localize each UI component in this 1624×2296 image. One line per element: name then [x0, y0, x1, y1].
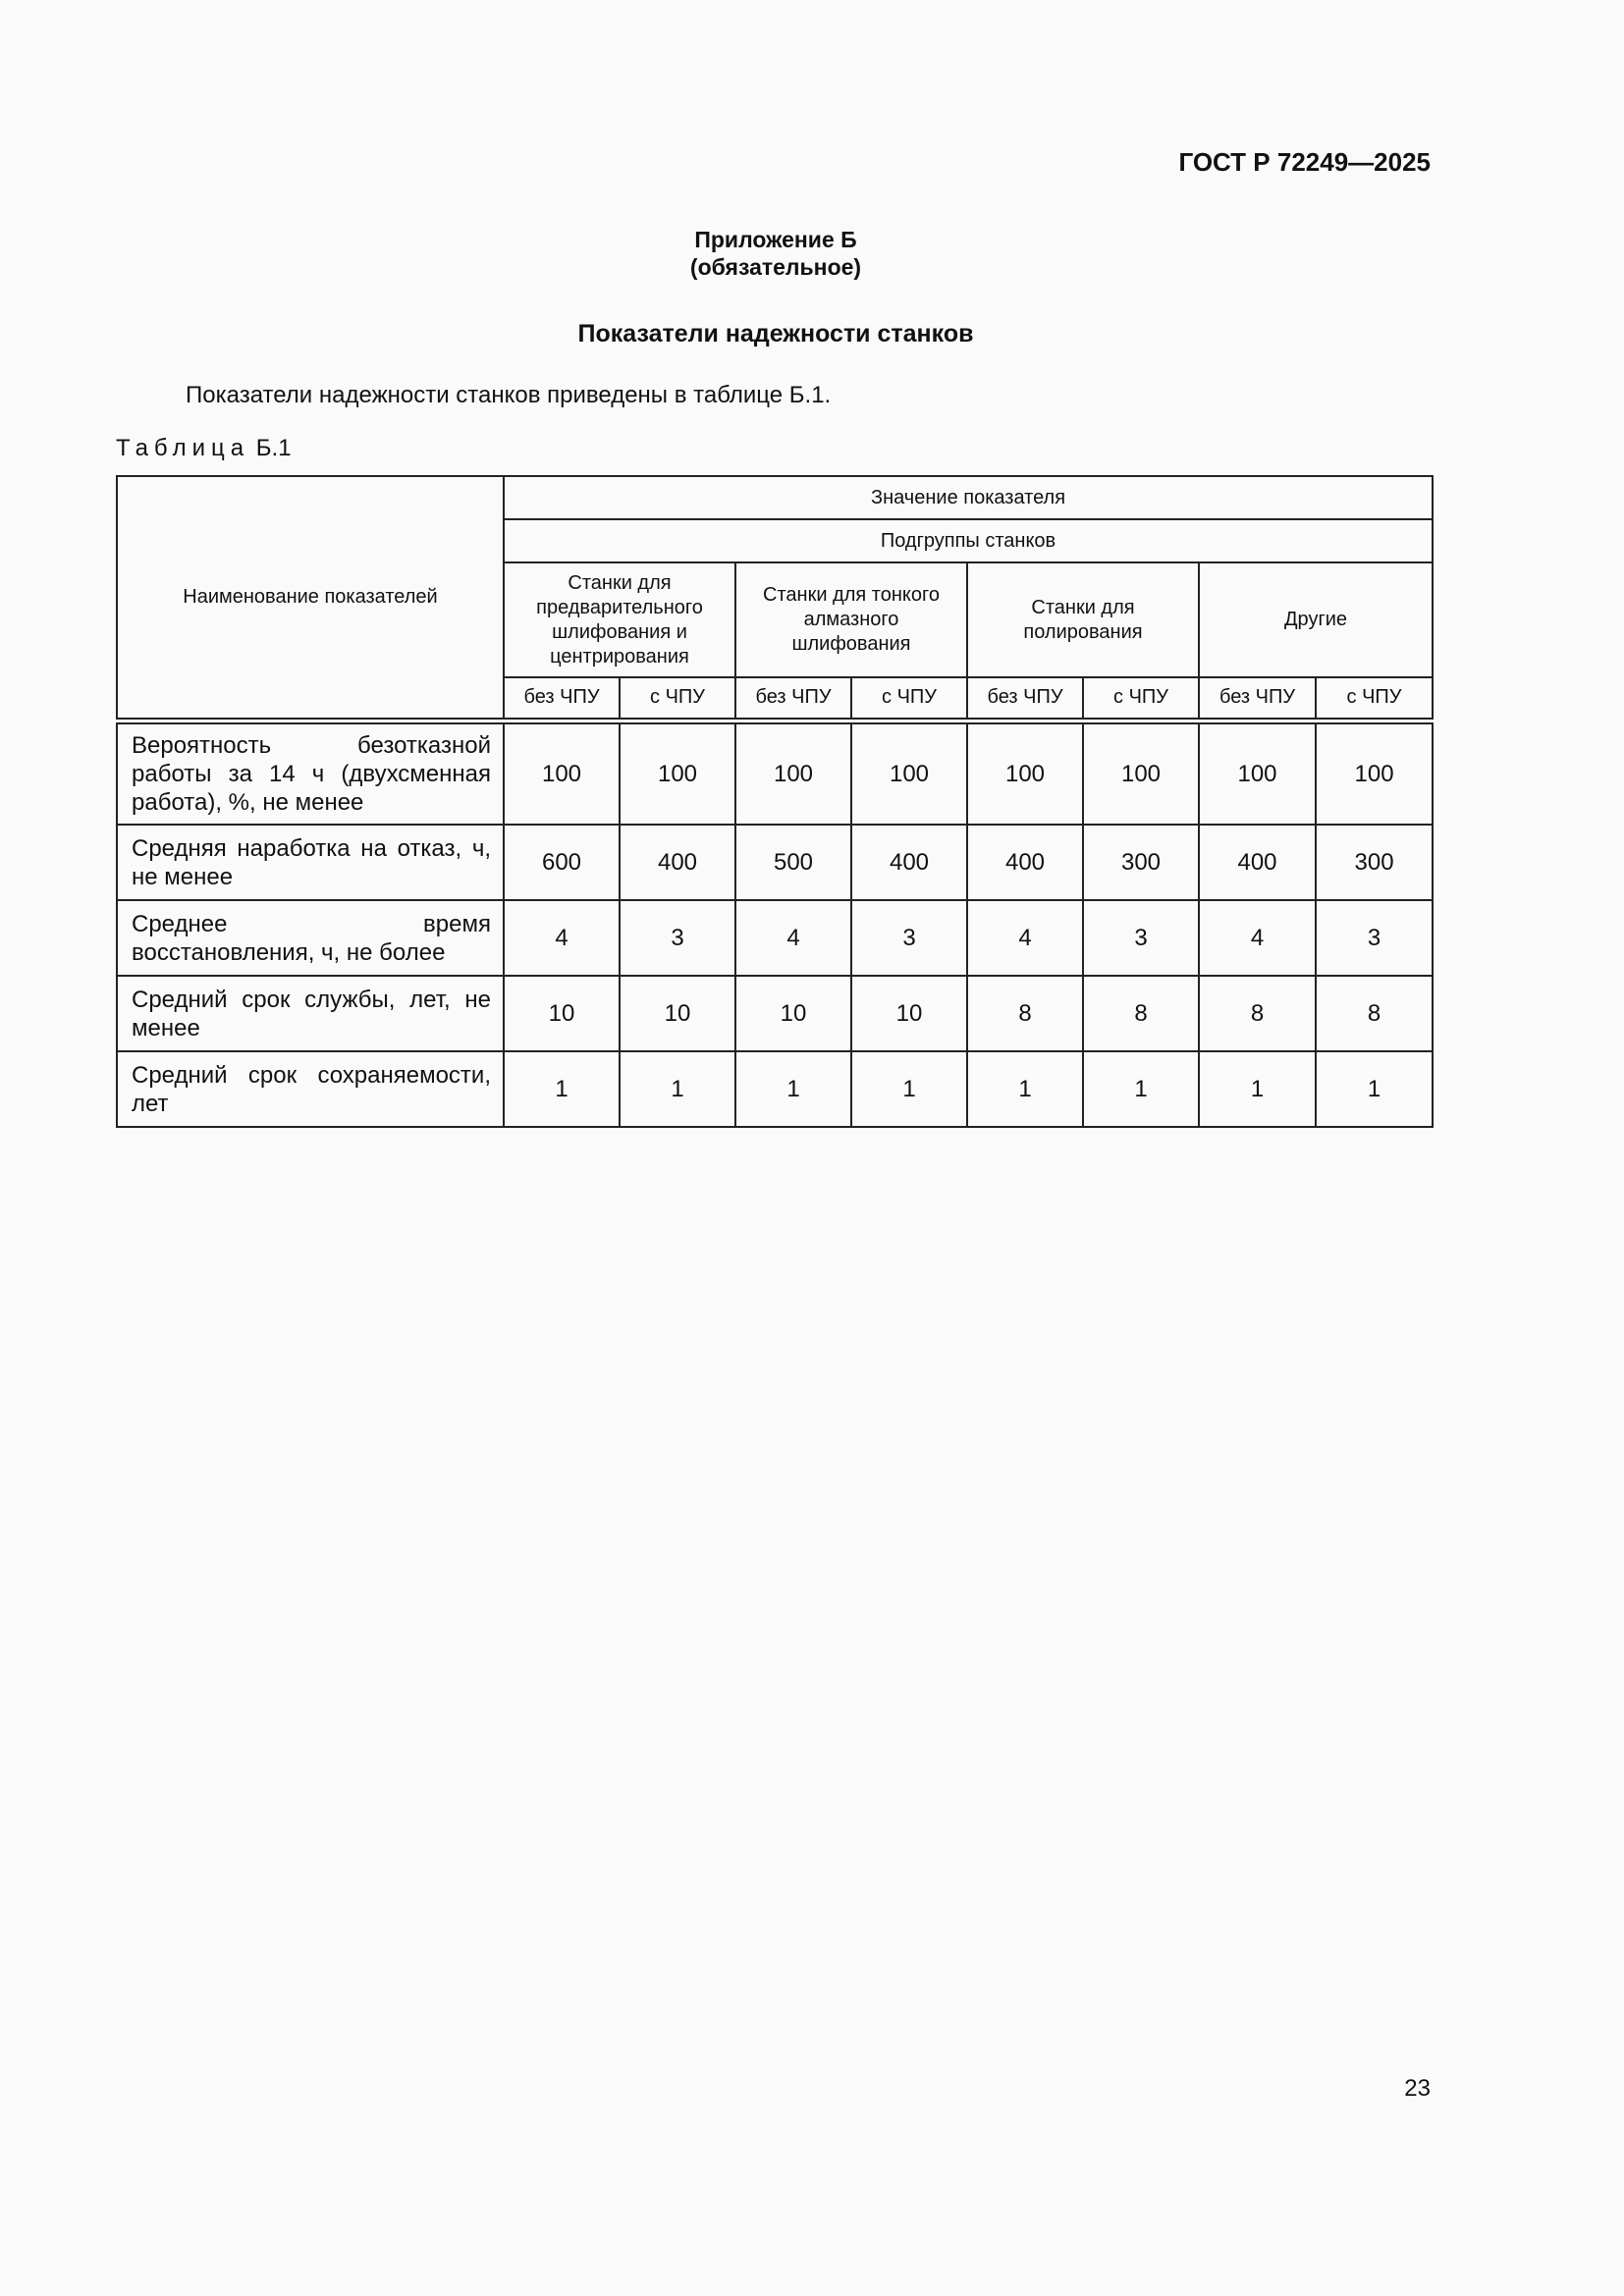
cell-value: 1: [1316, 1051, 1433, 1127]
reliability-table: [116, 475, 1434, 1128]
cell-value: 500: [735, 825, 851, 900]
table-caption-number: Б.1: [255, 435, 292, 461]
header-sub-cnc: с ЧПУ: [620, 677, 735, 721]
cell-value: 1: [735, 1051, 851, 1127]
header-indicator-value: Значение показателя: [504, 476, 1433, 519]
cell-value: 4: [967, 900, 1083, 976]
cell-value: 100: [851, 721, 967, 825]
header-subgroups: Подгруппы станков: [504, 519, 1433, 562]
cell-value: 400: [967, 825, 1083, 900]
cell-value: 4: [504, 900, 620, 976]
cell-value: 100: [504, 721, 620, 825]
row-indicator-name: Среднее время восстановления, ч, не более: [117, 900, 504, 976]
cell-value: 100: [1199, 721, 1316, 825]
cell-value: 1: [620, 1051, 735, 1127]
table-row: [117, 721, 1433, 825]
cell-value: 300: [1316, 825, 1433, 900]
table-row: [117, 825, 1433, 900]
table-row: [117, 900, 1433, 976]
header-sub-no-cnc: без ЧПУ: [504, 677, 620, 721]
row-indicator-name: Средняя наработка на отказ, ч, не менее: [117, 825, 504, 900]
header-group-polishing: Станки для полирования: [967, 562, 1199, 677]
cell-value: 8: [1316, 976, 1433, 1051]
cell-value: 100: [967, 721, 1083, 825]
header-sub-no-cnc: без ЧПУ: [735, 677, 851, 721]
header-group-preliminary-grinding: Станки для предварительного шлифования и центрирования: [504, 562, 735, 677]
header-group-diamond-grinding: Станки для тонкого алмазного шлифования: [735, 562, 967, 677]
cell-value: 3: [851, 900, 967, 976]
cell-value: 100: [620, 721, 735, 825]
appendix-heading: [0, 226, 1551, 281]
cell-value: 4: [1199, 900, 1316, 976]
appendix-status: (обязательное): [689, 254, 862, 280]
cell-value: 1: [1083, 1051, 1199, 1127]
intro-paragraph: Показатели надежности станков приведены в таблице Б.1.: [186, 382, 832, 408]
cell-value: 10: [504, 976, 620, 1051]
header-group-other: Другие: [1199, 562, 1433, 677]
cell-value: 3: [1316, 900, 1433, 976]
cell-value: 8: [967, 976, 1083, 1051]
header-indicator-name: Наименование показателей: [117, 476, 504, 721]
cell-value: 1: [1199, 1051, 1316, 1127]
appendix-title: Приложение Б: [694, 227, 857, 252]
cell-value: 10: [851, 976, 967, 1051]
cell-value: 3: [620, 900, 735, 976]
header-sub-cnc: с ЧПУ: [851, 677, 967, 721]
cell-value: 100: [1316, 721, 1433, 825]
table-caption-word: Таблица: [116, 435, 250, 461]
cell-value: 300: [1083, 825, 1199, 900]
document-code: ГОСТ Р 72249—2025: [1178, 147, 1431, 177]
header-sub-no-cnc: без ЧПУ: [967, 677, 1083, 721]
row-indicator-name: Вероятность безотказной работы за 14 ч (двухсменная работа), %, не менее: [117, 721, 504, 825]
table-row: [117, 976, 1433, 1051]
cell-value: 4: [735, 900, 851, 976]
header-sub-cnc: с ЧПУ: [1316, 677, 1433, 721]
row-indicator-name: Средний срок сохраняемости, лет: [117, 1051, 504, 1127]
row-indicator-name: Средний срок службы, лет, не менее: [117, 976, 504, 1051]
cell-value: 400: [620, 825, 735, 900]
cell-value: 3: [1083, 900, 1199, 976]
cell-value: 10: [620, 976, 735, 1051]
header-sub-no-cnc: без ЧПУ: [1199, 677, 1316, 721]
table-caption: [116, 435, 292, 462]
page-number: 23: [1404, 2075, 1431, 2102]
cell-value: 8: [1083, 976, 1199, 1051]
cell-value: 100: [735, 721, 851, 825]
table-row: [117, 1051, 1433, 1127]
cell-value: 400: [851, 825, 967, 900]
cell-value: 600: [504, 825, 620, 900]
cell-value: 8: [1199, 976, 1316, 1051]
cell-value: 1: [967, 1051, 1083, 1127]
cell-value: 100: [1083, 721, 1199, 825]
cell-value: 10: [735, 976, 851, 1051]
section-title: Показатели надежности станков: [577, 320, 974, 347]
header-sub-cnc: с ЧПУ: [1083, 677, 1199, 721]
cell-value: 400: [1199, 825, 1316, 900]
cell-value: 1: [851, 1051, 967, 1127]
cell-value: 1: [504, 1051, 620, 1127]
